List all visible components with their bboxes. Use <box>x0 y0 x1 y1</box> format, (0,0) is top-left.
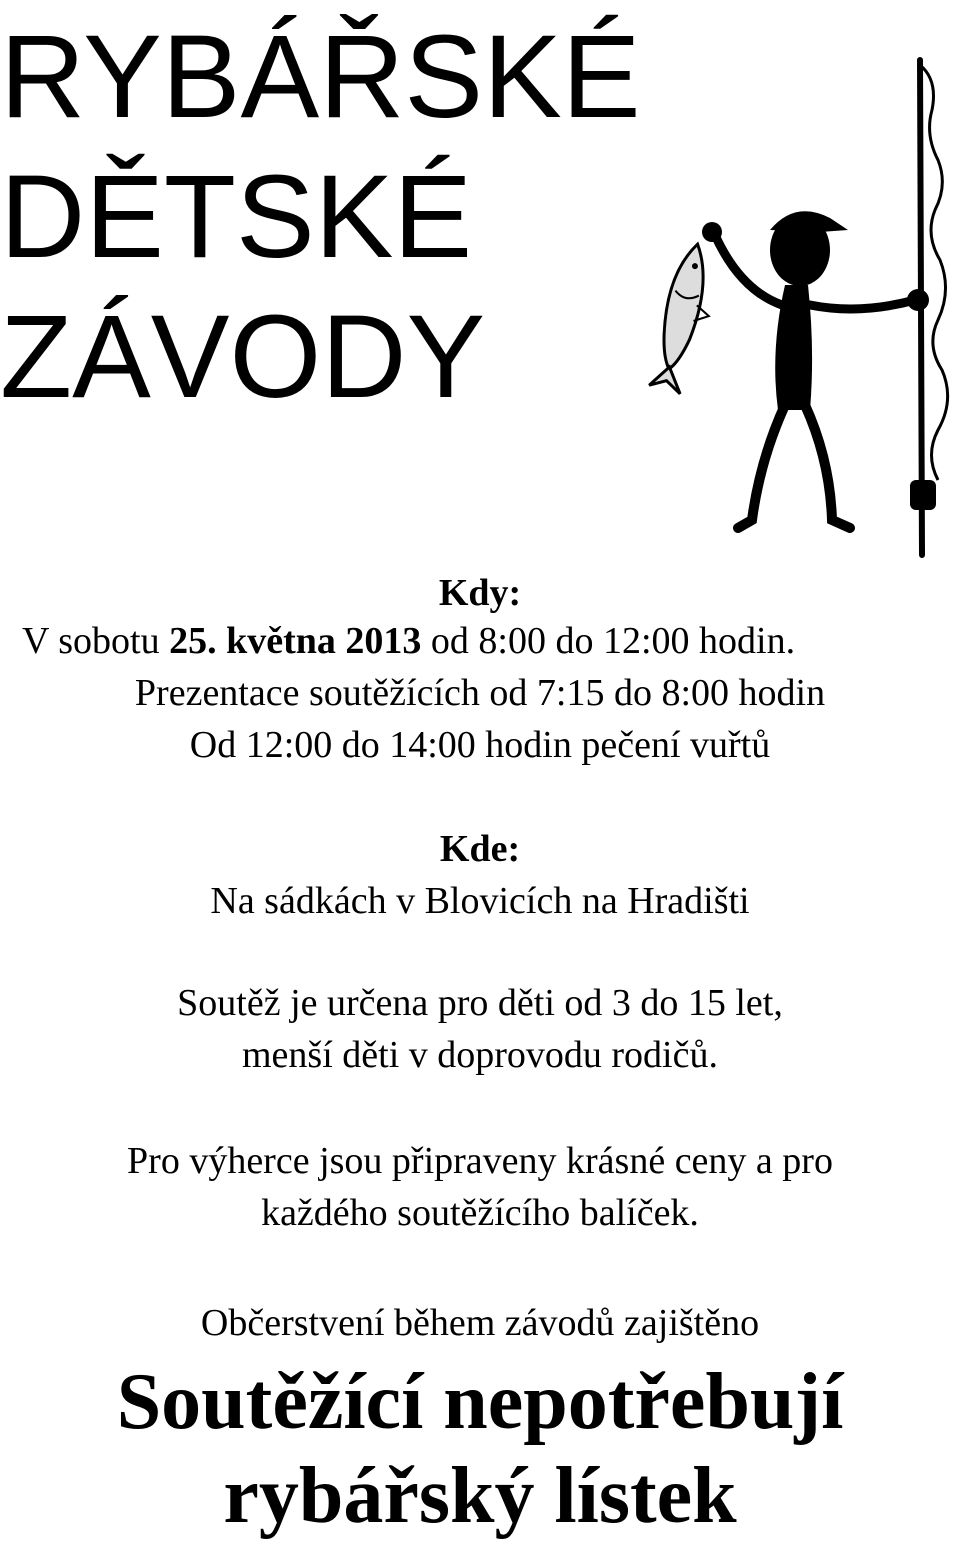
sausage-roast-text: Od 12:00 do 14:00 hodin pečení vuřtů <box>189 724 771 766</box>
when-date: 25. května 2013 <box>169 620 422 662</box>
where-place: Na sádkách v Blovicích na Hradišti <box>210 880 750 922</box>
eligibility-line-1: Soutěž je určena pro děti od 3 do 15 let, <box>177 982 783 1024</box>
registration-text: Prezentace soutěžících od 7:15 do 8:00 hodin <box>134 672 826 714</box>
prizes-line-2: každého soutěžícího balíček. <box>261 1192 699 1234</box>
where-heading: Kde: <box>439 828 521 870</box>
when-prefix: V sobotu <box>22 620 170 662</box>
title-line-3: ZÁVODY <box>0 291 486 423</box>
when-heading: Kdy: <box>438 572 522 614</box>
prizes-line-1: Pro výherce jsou připraveny krásné ceny a pro <box>127 1140 833 1182</box>
title-line-2: DĚTSKÉ <box>0 151 473 283</box>
fisherman-holding-fish-icon <box>620 50 960 560</box>
title-line-1: RYBÁŘSKÉ <box>0 11 641 143</box>
refreshments-text: Občerstvení během závodů zajištěno <box>200 1302 760 1344</box>
license-note-line-2: rybářský lístek <box>223 1452 737 1540</box>
license-note-line-1: Soutěžící nepotřebují <box>116 1358 844 1446</box>
when-suffix: od 8:00 do 12:00 hodin. <box>421 620 796 662</box>
when-date-line <box>22 622 795 660</box>
eligibility-line-2: menší děti v doprovodu rodičů. <box>242 1034 718 1076</box>
